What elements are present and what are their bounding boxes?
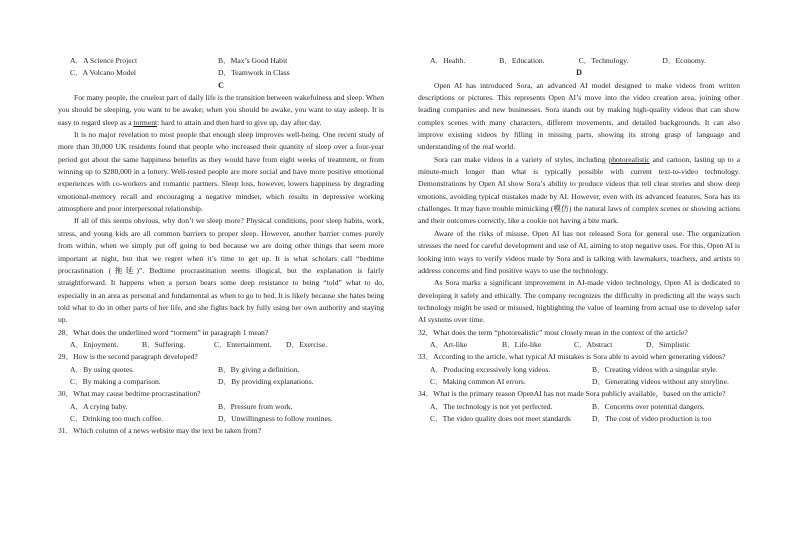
underlined-word: torment [133, 117, 158, 127]
left-column [58, 55, 384, 438]
question-options [418, 339, 740, 351]
paragraph: If all of this seems obvious, why don’t we sleep more? Physical conditions, poor sleep habits, work, stress, and young kids are all common barriers to proper sleep. However, another barrier comes purely from within, when we simply put off going to bed because we are doing other things that seem more important at night, but that we regret when it’s time to get up. It is what scholars call “bedtime procrastination (拖延)”. Bedtime procrastination seems illogical, but the explanation is fairly straightforward. It happens when a person bears some deep resistance to being “told” what to do, especially in an area as personal and fundamental as when to go to bed. It is likely because she hates being told what to do in other parts of her life, and she fights back by fully using her own authority and staying up. [58, 216, 384, 325]
question-options [418, 401, 740, 426]
option: D．Teamwork in Class [218, 68, 290, 78]
paragraph: Open AI has introduced Sora, an advanced AI model designed to make videos from written descriptions or pictures. This represents Open AI’s move into the video creation area, joining other leading companies and new businesses. Sora stands out by making high-quality videos that can show complex scenes with many characters, different movements, and detailed backgrounds. It can also improve existing videos by filling in missing parts, showing its strong grasp of language and understanding of the real world. [418, 80, 740, 152]
option: C．By making a comparison. [70, 376, 161, 386]
question-stem: 29．How is the second paragraph developed? [58, 352, 198, 362]
section-heading-c: C [218, 80, 224, 90]
option: A．Enjoyment. [70, 339, 119, 349]
option: B．Life-like [502, 339, 542, 349]
top-options-right [418, 55, 740, 67]
paragraph: For many people, the cruelest part of daily life is the transition between wakefulness and sleep. When you should be sleeping, you want to be awake; when you should be awake, you want to stay asleep. It is easy to regard sleep as a torment: hard to attain and then hard to give up, day after day. [58, 93, 384, 127]
option: C．Technology. [578, 56, 629, 65]
option: A．A Science Project [70, 56, 138, 65]
question-stem: 34．What is the primary reason OpenAI has not made Sora publicly available，based on the article? [418, 389, 726, 399]
underlined-word: photorealistic [608, 154, 650, 164]
question-stem: 31．Which column of a news website may the text be taken from? [58, 426, 262, 436]
question-options [58, 339, 384, 351]
option: D．Generating videos without any storyline. [592, 376, 729, 386]
option: B．Pressure from work. [218, 401, 293, 411]
right-column [418, 55, 740, 425]
option: D．Unwillingness to follow routines. [218, 413, 333, 423]
option: A．Art-like [430, 339, 468, 349]
option: C．A Volcano Model [70, 68, 136, 78]
option: B．Education. [499, 56, 545, 65]
question-stem: 28．What does the underlined word “torment” in paragraph 1 mean? [58, 327, 269, 337]
paragraph: It is no major revelation to most people that enough sleep improves well-being. One recent study of more than 30,000 UK residents found that people who increased their quantity of sleep over a four-year period got about the same happiness benefits as they would have from eight weeks of treatment, or from winning up to $280,000 in a lottery. Well-rested people are more social and have more positive emotional experiences with co-workers and romantic partners. Sleep loss, however, lowers happiness by degrading emotional-memory recall and encouraging a negative mindset, which results in depressive working atmosphere and poor interpersonal relationship. [58, 130, 384, 214]
option: A．By using quotes. [70, 364, 134, 374]
option: C．Drinking too much coffee. [70, 413, 164, 423]
section-heading-d: D [576, 68, 582, 78]
option: A．Health. [430, 56, 466, 65]
question-stem: 30．What may cause bedtime procrastination? [58, 389, 201, 399]
option: B．Concerns over potential dangers. [592, 401, 705, 411]
option: C．The video quality does not meet standards [430, 413, 571, 423]
option: A．A crying baby. [70, 401, 128, 411]
paragraph: Aware of the risks of misuse, Open AI has not released Sora for general use. The organization stresses the need for careful development and use of AI, aiming to stop negative uses. For this, Open AI is looking into ways to verify videos made by Sora and is talking with lawmakers, teachers, and artists to address concerns and find positive ways to use the technology. [418, 228, 740, 275]
option: D．Simplistic [646, 339, 690, 349]
option: D．By providing explanations. [218, 376, 314, 386]
top-options-left [58, 55, 384, 80]
option: B．By giving a definition. [218, 364, 300, 374]
option: A．The technology is not yet perfected. [430, 401, 553, 411]
option: C．Abstract [574, 339, 613, 349]
question-stem: 32．What does the term “photorealistic” most closely mean in the context of the article? [418, 327, 688, 337]
option: B．Max’s Good Habit [218, 56, 288, 65]
option: B．Creating videos with a singular style. [592, 364, 718, 374]
question-options [58, 364, 384, 389]
question-stem: 33．According to the article, what typical AI mistakes is Sora able to avoid when generating videos? [418, 352, 726, 362]
option: A．Producing excessively long videos. [430, 364, 551, 374]
paragraph: Sora can make videos in a variety of styles, including photorealistic and cartoon, lasting up to a minute-much longer than what is typically possible with current text-to-video technology. Demonstrations by Open AI show Sora’s ability to produce videos that tell clear stories and show deep emotions, avoiding typical mistakes made by AI. However, even with its advanced features, Sora has its challenges. It may have trouble mimicking (模仿) the natural laws of complex scenes or showing actions and their outcomes correctly, like a cookie not having a bite mark. [418, 154, 740, 226]
paragraph: As Sora marks a significant improvement in AI-made video technology, Open AI is dedicated to developing it safely and ethically. The company recognizes the difficulty in predicting all the ways such technology might be used or misused, highlighting the value of learning from actual use to develop safer AI systems over time. [418, 278, 740, 325]
option: D．Exercise. [286, 339, 328, 349]
option: D．Economy. [662, 56, 706, 65]
option: C．Entertainment. [214, 339, 272, 349]
option: C．Making common AI errors. [430, 376, 526, 386]
option: B．Suffering. [142, 339, 186, 349]
question-options [58, 401, 384, 426]
option: D．The cost of video production is too [592, 413, 712, 423]
question-options [418, 364, 740, 389]
